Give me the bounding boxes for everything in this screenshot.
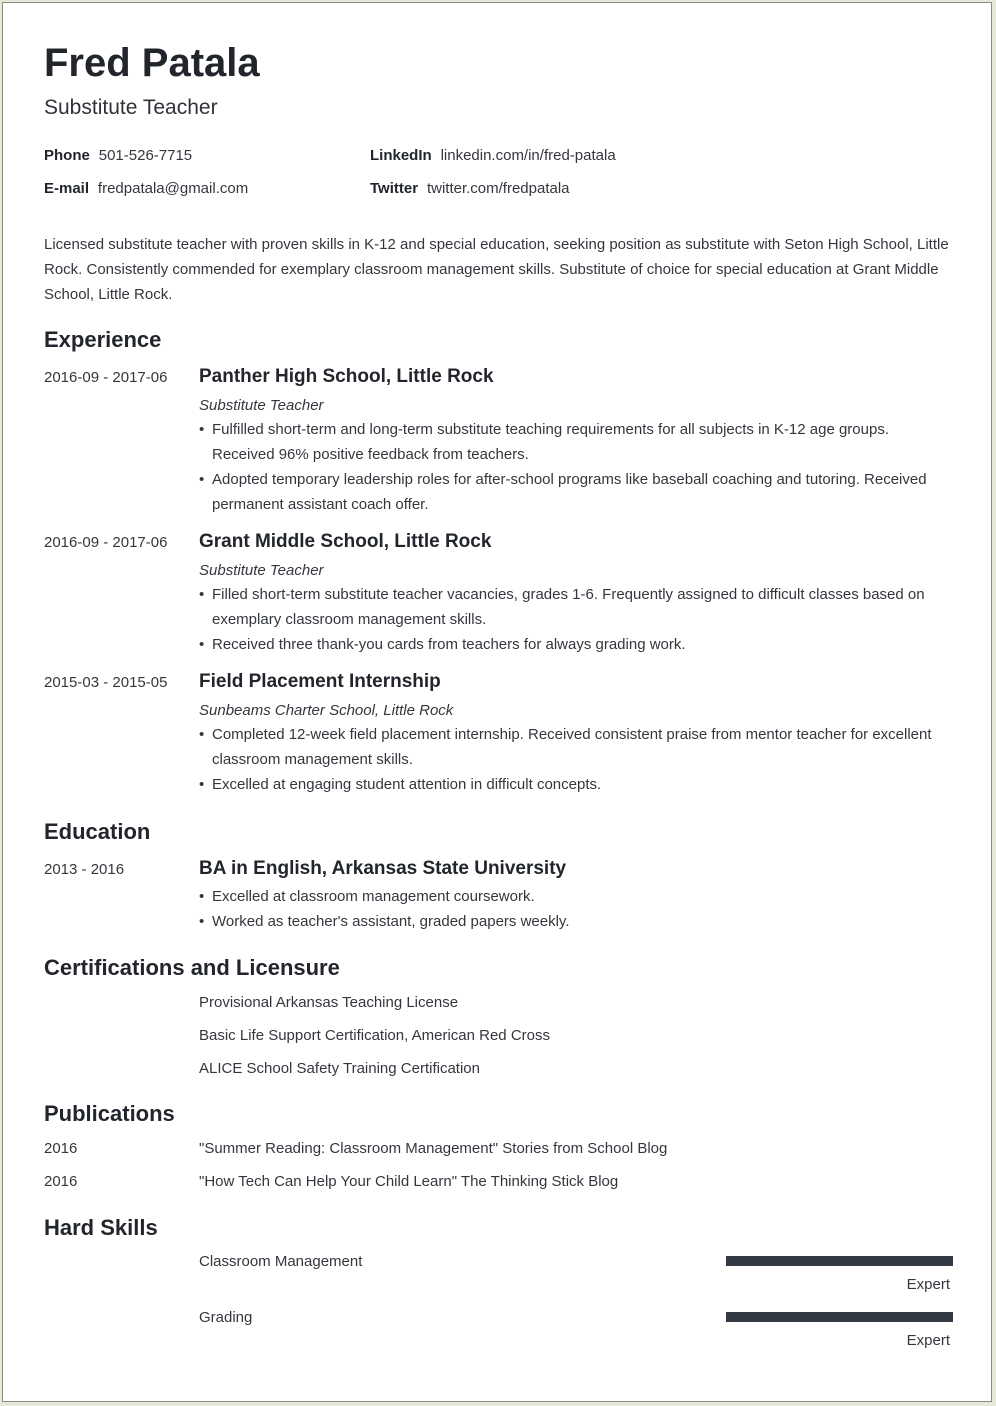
skills-heading: Hard Skills <box>44 1215 158 1240</box>
publication-title: "Summer Reading: Classroom Management" Stories from School Blog <box>199 1140 668 1157</box>
phone-value[interactable]: 501-526-7715 <box>98 147 193 164</box>
twitter-value[interactable]: twitter.com/fredpatala <box>426 180 570 197</box>
certification-item: ALICE School Safety Training Certification <box>199 1060 480 1077</box>
email-label: E-mail <box>44 180 90 197</box>
phone-label: Phone <box>44 147 90 164</box>
job-title-heading: Panther High School, Little Rock <box>199 366 494 387</box>
education-heading: Education <box>44 819 151 844</box>
contact-linkedin <box>370 147 616 165</box>
job-subtitle: Substitute Teacher <box>199 397 324 414</box>
education-bullet: • Excelled at classroom management coursework. <box>199 884 944 909</box>
publication-year: 2016 <box>44 1140 78 1157</box>
skill-name: Classroom Management <box>199 1253 363 1270</box>
publication-title: "How Tech Can Help Your Child Learn" The Thinking Stick Blog <box>199 1173 619 1190</box>
experience-heading: Experience <box>44 327 162 352</box>
publications-heading: Publications <box>44 1101 175 1126</box>
education-dates: 2013 - 2016 <box>44 861 125 878</box>
certification-item: Basic Life Support Certification, American Red Cross <box>199 1027 550 1044</box>
job-title: Substitute Teacher <box>44 96 218 119</box>
job-bullet: • Adopted temporary leadership roles for after-school programs like baseball coaching and tutoring. Received permanent assistant coach offer. <box>199 467 944 517</box>
publication-year: 2016 <box>44 1173 78 1190</box>
skill-level-label: Expert <box>906 1332 950 1349</box>
job-subtitle: Sunbeams Charter School, Little Rock <box>199 702 454 719</box>
candidate-name: Fred Patala <box>44 41 260 85</box>
resume-page <box>2 2 992 1402</box>
email-value[interactable]: fredpatala@gmail.com <box>97 180 249 197</box>
job-bullet: • Fulfilled short-term and long-term substitute teaching requirements for all subjects in K-12 age groups. Received 96% positive feedback from teachers. <box>199 417 944 467</box>
contact-phone <box>44 147 192 165</box>
contact-twitter <box>370 180 570 198</box>
skill-level-bar <box>726 1312 953 1322</box>
contact-email <box>44 180 248 198</box>
linkedin-value[interactable]: linkedin.com/in/fred-patala <box>440 147 616 164</box>
summary-text: Licensed substitute teacher with proven skills in K-12 and special education, seeking position as substitute with Seton High School, Little Rock. Consistently commended for exemplary classroom management skills. Substitute of choice for special education at Grant Middle School, Little Rock. <box>44 236 949 303</box>
job-subtitle: Substitute Teacher <box>199 562 324 579</box>
job-bullet: • Filled short-term substitute teacher vacancies, grades 1-6. Frequently assigned to difficult classes based on exemplary classroom management skills. <box>199 582 944 632</box>
skill-level-bar <box>726 1256 953 1266</box>
skill-level-label: Expert <box>906 1276 950 1293</box>
job-bullet: • Received three thank-you cards from teachers for always grading work. <box>199 632 944 657</box>
education-bullet: • Worked as teacher's assistant, graded papers weekly. <box>199 909 944 934</box>
certifications-heading: Certifications and Licensure <box>44 955 340 980</box>
job-dates: 2015-03 - 2015-05 <box>44 674 168 691</box>
skill-name: Grading <box>199 1309 253 1326</box>
job-dates: 2016-09 - 2017-06 <box>44 534 168 551</box>
job-title-heading: Field Placement Internship <box>199 671 441 692</box>
degree-title: BA in English, Arkansas State University <box>199 858 567 879</box>
twitter-label: Twitter <box>370 180 419 197</box>
linkedin-label: LinkedIn <box>370 147 432 164</box>
certification-item: Provisional Arkansas Teaching License <box>199 994 459 1011</box>
job-bullet: • Completed 12-week field placement internship. Received consistent praise from mentor teacher for excellent classroom management skills. <box>199 722 944 772</box>
job-title-heading: Grant Middle School, Little Rock <box>199 531 492 552</box>
job-bullet: • Excelled at engaging student attention in difficult concepts. <box>199 772 944 797</box>
job-dates: 2016-09 - 2017-06 <box>44 369 168 386</box>
